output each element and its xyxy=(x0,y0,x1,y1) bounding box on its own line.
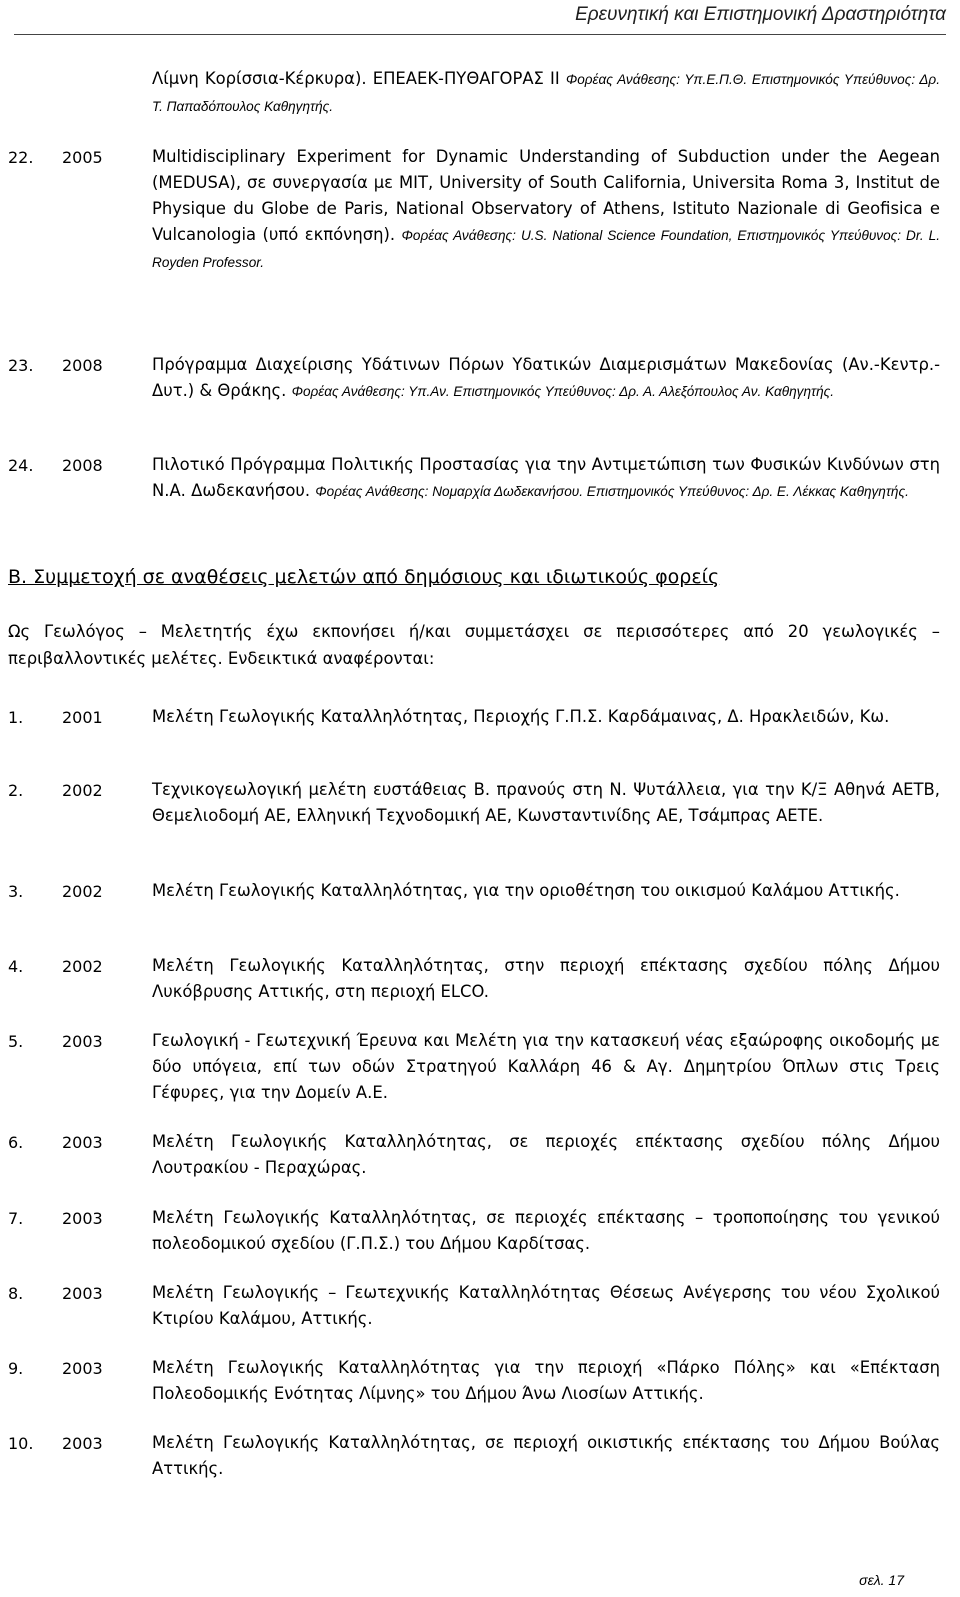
entry-text: Μελέτη Γεωλογικής – Γεωτεχνικής Καταλληλότητας Θέσεως Ανέγερσης του νέου Σχολικού Κτιρίου Καλάμου, Αττικής. xyxy=(152,1283,940,1328)
entry-year: 2002 xyxy=(62,781,103,800)
entry-meta: Φορέας Ανάθεσης: Υπ.Αν. Επιστημονικός Υπεύθυνος: Δρ. Α. Αλεξόπουλος Αν. Καθηγητής. xyxy=(291,384,835,399)
entry-year: 2003 xyxy=(62,1434,103,1453)
running-header: Ερευνητική και Επιστημονική Δραστηριότητα xyxy=(575,4,946,25)
header-rule xyxy=(14,34,946,35)
entry-year: 2008 xyxy=(62,456,103,475)
entry-text: Πρόγραμμα Διαχείρισης Υδάτινων Πόρων Υδατικών Διαμερισμάτων Μακεδονίας (Αν.-Κεντρ.- Δυτ.) & Θράκης. xyxy=(152,355,940,400)
entry-text: Multidisciplinary Experiment for Dynamic Understanding of Subduction under the Aegean (MEDUSA), σε συνεργασία με MIT, University of South California, Universita Roma 3, Institut de Physique du Globe de Paris, National Observatory of Athens, Istituto Nazionale di Geofisica e Vulcanologia (υπό εκπόνηση). xyxy=(152,147,940,244)
entry-text: Μελέτη Γεωλογικής Καταλληλότητας, Περιοχής Γ.Π.Σ. Καρδάμαινας, Δ. Ηρακλειδών, Κω. xyxy=(152,707,890,726)
entry-year: 2001 xyxy=(62,708,103,727)
entry-year: 2005 xyxy=(62,148,103,167)
entry-body xyxy=(152,144,940,276)
entry-number: 9. xyxy=(8,1359,24,1378)
entry-text: Μελέτη Γεωλογικής Καταλληλότητας, στην περιοχή επέκτασης σχεδίου πόλης Δήμου Λυκόβρυσης Αττικής, στη περιοχή ELCO. xyxy=(152,956,940,1001)
entry-number: 22. xyxy=(8,148,34,167)
entry-number: 4. xyxy=(8,957,24,976)
section-heading: B. Συμμετοχή σε αναθέσεις μελετών από δημόσιους και ιδιωτικούς φορείς xyxy=(8,566,720,588)
entry-number: 23. xyxy=(8,356,34,375)
entry-text: Μελέτη Γεωλογικής Καταλληλότητας, για την οριοθέτηση του οικισμού Καλάμου Αττικής. xyxy=(152,881,900,900)
page-number: σελ. 17 xyxy=(859,1572,904,1588)
entry-number: 1. xyxy=(8,708,24,727)
entry-text: Τεχνικογεωλογική μελέτη ευστάθειας Β. πρανούς στη Ν. Ψυτάλλεια, για την Κ/Ξ Αθηνά ΑΕΤΒ, Θεμελιοδομή ΑΕ, Ελληνική Τεχνοδομική ΑΕ, Κωνσταντινίδης ΑΕ, Τσάμπρας ΑΕΤΕ. xyxy=(152,780,940,825)
entry-body xyxy=(152,352,940,405)
entry-number: 3. xyxy=(8,882,24,901)
continued-project-entry xyxy=(152,66,940,120)
entry-number: 6. xyxy=(8,1133,24,1152)
entry-year: 2002 xyxy=(62,957,103,976)
entry-text: Λίμνη Κορίσσια-Κέρκυρα). ΕΠΕΑΕΚ-ΠΥΘΑΓΟΡΑΣ ΙΙ xyxy=(152,69,566,88)
entry-meta: Φορέας Ανάθεσης: Υπ.Ε.Π.Θ. Επιστημονικός Υπεύθυνος: Δρ. Τ. Παπαδόπουλος Καθηγητής. xyxy=(152,72,940,114)
entry-number: 8. xyxy=(8,1284,24,1303)
entry-number: 7. xyxy=(8,1209,24,1228)
entry-meta: Φορέας Ανάθεσης: U.S. National Science Foundation, Επιστημονικός Υπεύθυνος: Dr. L. Royden Professor. xyxy=(152,228,940,270)
entry-year: 2003 xyxy=(62,1032,103,1051)
entry-year: 2003 xyxy=(62,1284,103,1303)
entry-text: Μελέτη Γεωλογικής Καταλληλότητας για την περιοχή «Πάρκο Πόλης» και «Επέκταση Πολεοδομικής Ενότητας Λίμνης» του Δήμου Άνω Λιοσίων Αττικής. xyxy=(152,1358,940,1403)
entry-text: Μελέτη Γεωλογικής Καταλληλότητας, σε περιοχές επέκτασης – τροποποίησης του γενικού πολεοδομικού σχεδίου (Γ.Π.Σ.) του Δήμου Καρδίτσας. xyxy=(152,1208,940,1253)
entry-text: Μελέτη Γεωλογικής Καταλληλότητας, σε περιοχή οικιστικής επέκτασης του Δήμου Βούλας Αττικής. xyxy=(152,1433,940,1478)
entry-year: 2008 xyxy=(62,356,103,375)
entry-year: 2003 xyxy=(62,1133,103,1152)
entry-text: Μελέτη Γεωλογικής Καταλληλότητας, σε περιοχές επέκτασης σχεδίου πόλης Δήμου Λουτρακίου - Περαχώρας. xyxy=(152,1132,940,1177)
entry-number: 24. xyxy=(8,456,34,475)
entry-year: 2002 xyxy=(62,882,103,901)
entry-body xyxy=(152,452,940,505)
entry-number: 2. xyxy=(8,781,24,800)
entry-number: 10. xyxy=(8,1434,34,1453)
entry-year: 2003 xyxy=(62,1359,103,1378)
entry-meta: Φορέας Ανάθεσης: Νομαρχία Δωδεκανήσου. Επιστημονικός Υπεύθυνος: Δρ. Ε. Λέκκας Καθηγητής. xyxy=(315,484,909,499)
section-intro: Ως Γεωλόγος – Μελετητής έχω εκπονήσει ή/και συμμετάσχει σε περισσότερες από 20 γεωλογικές – περιβαλλοντικές μελέτες. Ενδεικτικά αναφέρονται: xyxy=(8,622,940,668)
entry-year: 2003 xyxy=(62,1209,103,1228)
entry-number: 5. xyxy=(8,1032,24,1051)
entry-text: Γεωλογική - Γεωτεχνική Έρευνα και Μελέτη για την κατασκευή νέας εξαώροφης οικοδομής με δύο υπόγεια, επί των οδών Στρατηγού Καλλάρη 46 & Αγ. Δημητρίου Όπλων στις Τρεις Γέφυρες, για την Δομείν Α.Ε. xyxy=(152,1031,940,1102)
entry-text: Πιλοτικό Πρόγραμμα Πολιτικής Προστασίας για την Αντιμετώπιση των Φυσικών Κινδύνων στη Ν.Α. Δωδεκανήσου. xyxy=(152,455,940,500)
